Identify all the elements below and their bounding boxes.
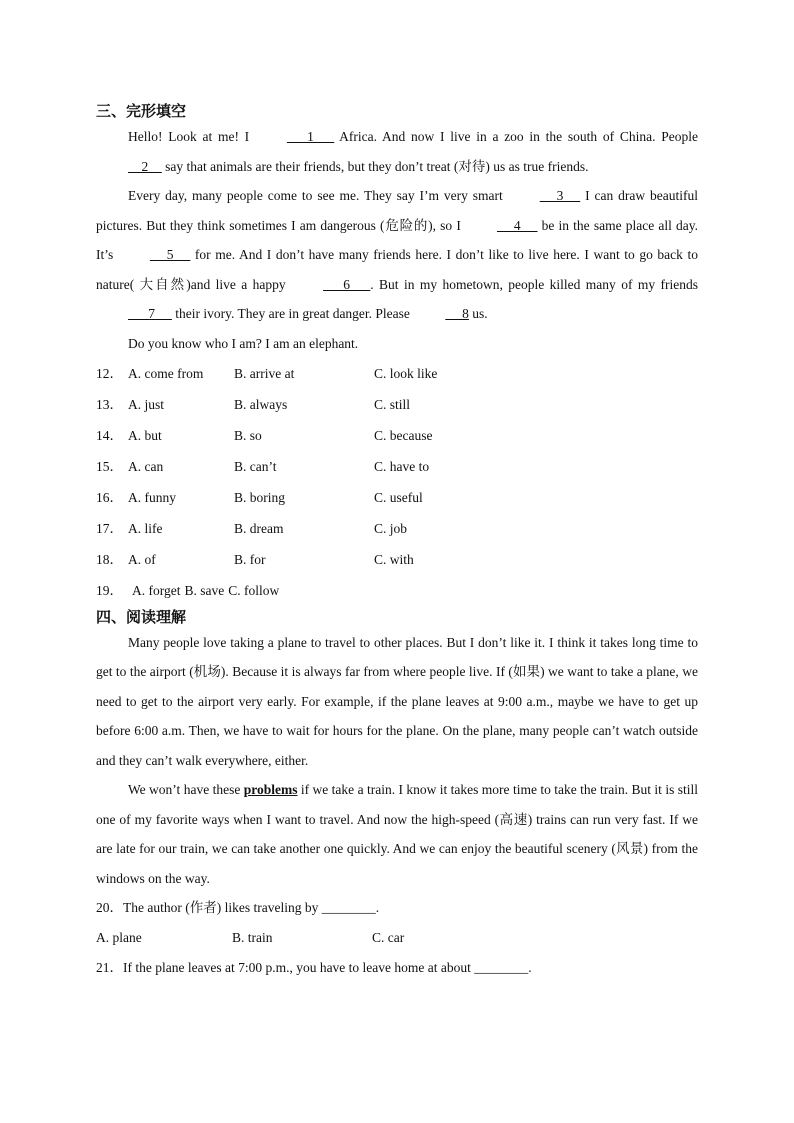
question-20: 20．The author (作者) likes traveling by ________.: [96, 900, 380, 915]
blank-4: 4: [496, 217, 538, 233]
blank-3: 3: [539, 188, 581, 203]
option-a: A. funny: [128, 489, 176, 505]
question-row: 16． A. funny B. boring C. useful: [96, 482, 698, 513]
option-b: B. boring: [234, 489, 286, 505]
reading-paragraph-1: Many people love taking a plane to travel to other places. But I don’t like it. I think it takes long time to get to the airport (机场). Because it is always far from where people live. If (如果) we want to take a plane, we need to get to the airport very early. For example, if the plane leaves at 9:00 a.m., maybe we have to get up before 6:00 a.m. Then, we have to wait for hours for the plane. On the plane, many people can’t watch outside and they can’t walk everywhere, either.: [96, 634, 698, 768]
option-c: C. still: [374, 396, 411, 412]
option-c: C. useful: [374, 489, 423, 505]
option-b: B. for: [234, 551, 266, 567]
option-c: C. have to: [374, 458, 430, 474]
question-row: 17． A. life B. dream C. job: [96, 513, 698, 544]
question-row: 15． A. can B. can’t C. have to: [96, 451, 698, 482]
question-21: 21．If the plane leaves at 7:00 p.m., you have to leave home at about ________.: [96, 959, 532, 975]
option-a: A. of: [128, 551, 156, 567]
option-a: A. come from: [128, 365, 204, 381]
cloze-options: [96, 358, 698, 606]
option-b: B. so: [234, 427, 262, 443]
cloze-paragraph-2: Every day, many people come to see me. They say I’m very smart 3 I can draw beautiful pictures. But they think sometimes I am dangerous (危险的), so I 4 be in the same place all day. It’s 5 for me. And I don’t have many friends here. I don’t like to live here. I want to go back to nature( 大自然)and live a happy 6 . But in my hometown, people killed many of my friends 7 their ivory. They are in great danger. Please 8 us.: [96, 181, 698, 329]
reading-paragraph-2: We won’t have these problems if we take a train. I know it takes more time to take the train. But it is still one of my favorite ways when I want to travel. And now the high-speed (高速) trains can run very fast. If we are late for our train, we can take another one quickly. And we can enjoy the beautiful scenery (风景) from the windows on the way.: [96, 782, 698, 886]
option-a: A. plane: [96, 929, 142, 945]
option-c: C. with: [374, 551, 414, 567]
option-b: B. arrive at: [234, 365, 295, 381]
option-a: A. forget: [132, 582, 181, 598]
cloze-paragraph-1: Hello! Look at me! I 1 Africa. And now I live in a zoo in the south of China. People 2 say that animals are their friends, but they don’t treat (对待) us as true friends.: [96, 122, 698, 181]
option-b: B. can’t: [234, 458, 277, 474]
option-c: C. look like: [374, 365, 438, 381]
question-row: 18． A. of B. for C. with: [96, 544, 698, 575]
option-c: C. follow: [228, 582, 280, 598]
option-b: B. train: [232, 929, 273, 945]
document-page: [96, 100, 698, 982]
blank-8: 8: [445, 306, 469, 321]
blank-1: 1: [286, 129, 335, 144]
blank-2: 2: [128, 158, 162, 174]
blank-6: 6: [323, 276, 371, 292]
option-c: C. job: [374, 520, 408, 536]
option-c: C. because: [374, 427, 433, 443]
blank-7: 7: [128, 306, 172, 321]
keyword-problems: problems: [243, 782, 298, 797]
option-b: B. always: [234, 396, 288, 412]
section-3-title: 三、完形填空: [96, 102, 187, 120]
question-row: 13． A. just B. always C. still: [96, 389, 698, 420]
option-a: A. just: [128, 396, 165, 412]
section-4-title: 四、阅读理解: [96, 607, 187, 626]
option-a: A. can: [128, 458, 164, 474]
option-a: A. but: [128, 427, 162, 443]
question-row: 12． A. come from B. arrive at C. look like: [96, 358, 698, 389]
option-a: A. life: [128, 520, 163, 536]
option-c: C. car: [372, 929, 405, 945]
cloze-paragraph-3: Do you know who I am? I am an elephant.: [128, 335, 359, 351]
question-row: 19． A. forget B. save C. follow: [96, 575, 698, 606]
option-b: B. dream: [234, 520, 284, 536]
question-20-options: [96, 923, 698, 953]
blank-5: 5: [149, 247, 191, 262]
option-b: B. save: [184, 582, 225, 598]
question-row: 14． A. but B. so C. because: [96, 420, 698, 451]
